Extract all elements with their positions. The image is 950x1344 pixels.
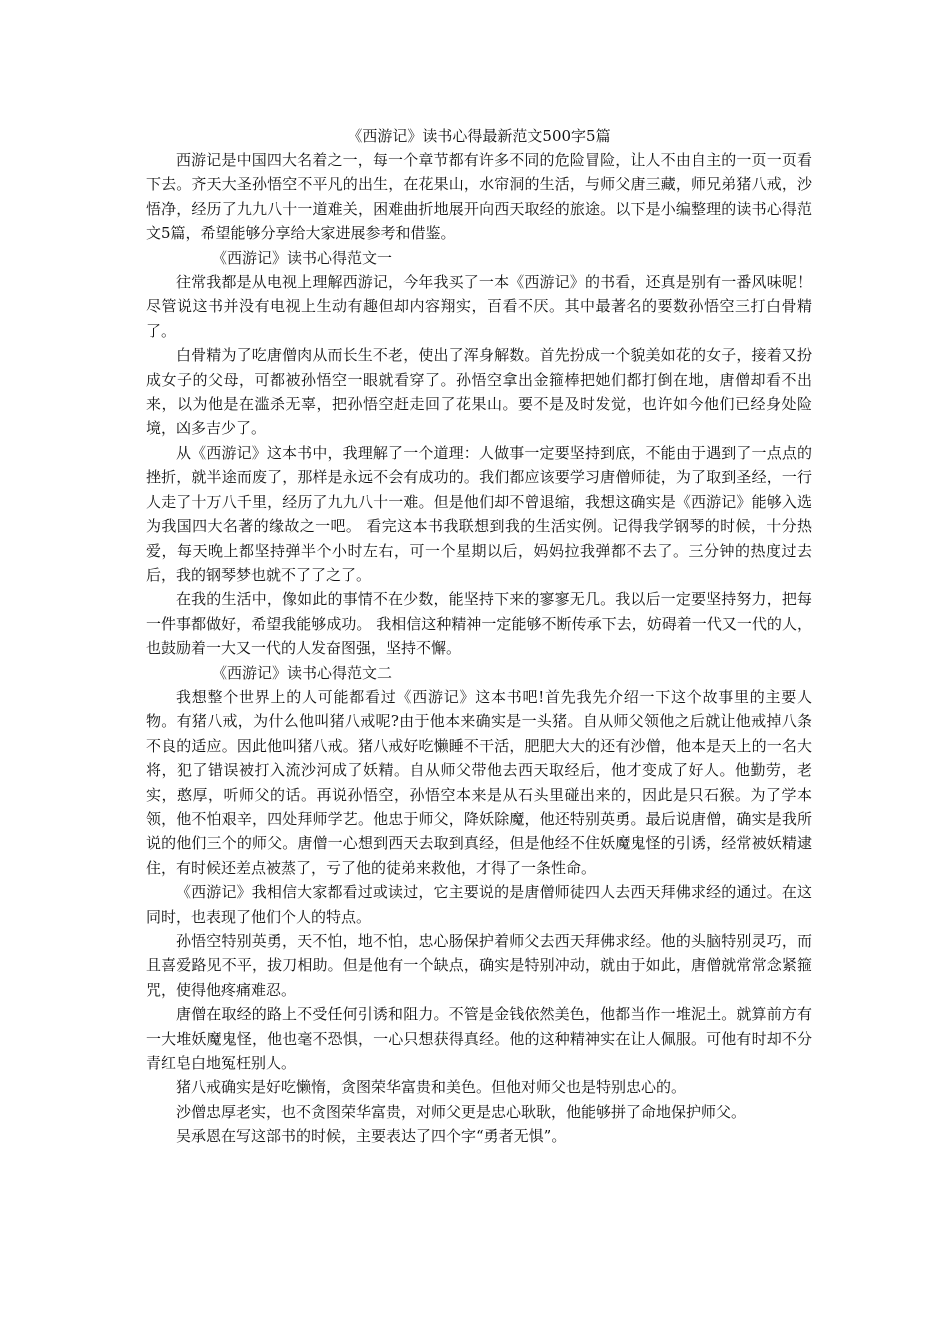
section2-paragraph-3: 孙悟空特别英勇，天不怕，地不怕，忠心肠保护着师父去西天拜佛求经。他的头脑特别灵巧，而且喜爱路见不平，拔刀相助。但是他有一个缺点，确实是特别冲动，就由于如此，唐僧就常常念紧箍咒，使得他疼痛难忍。 [146, 932, 812, 999]
section2-paragraph-7: 吴承恩在写这部书的时候，主要表达了四个字“勇者无惧”。 [176, 1127, 567, 1146]
section2-paragraph-5: 猪八戒确实是好吃懒惰，贪图荣华富贵和美色。但他对师父也是特别忠心的。 [176, 1078, 687, 1097]
intro-paragraph: 西游记是中国四大名着之一，每一个章节都有许多不同的危险冒险，让人不由自主的一页一页看下去。齐天大圣孙悟空不平凡的出生，在花果山，水帘洞的生活，与师父唐三藏，师兄弟猪八戒，沙悟净，经历了九九八十一道难关，困难曲折地展开向西天取经的旅途。以下是小编整理的读书心得范文5篇，希望能够分享给大家进展参考和借鉴。 [146, 151, 812, 243]
section1-paragraph-3: 从《西游记》这本书中，我理解了一个道理：人做事一定要坚持到底，不能由于遇到了一点点的挫折，就半途而废了，那样是永远不会有成功的。我们都应该要学习唐僧师徒，为了取到圣经，一行人走了十万八千里，经历了九九八十一难。但是他们却不曾退缩，我想这确实是《西游记》能够入选为我国四大名著的缘故之一吧。 看完这本书我联想到我的生活实例。记得我学钢琴的时候，十分热爱，每天晚上都坚持弹半个小时左右，可一个星期以后，妈妈拉我弹都不去了。三分钟的热度过去后，我的钢琴梦也就不了了之了。 [146, 443, 812, 584]
section2-paragraph-6: 沙僧忠厚老实，也不贪图荣华富贵，对师父更是忠心耿耿，他能够拼了命地保护师父。 [176, 1102, 747, 1121]
section1-paragraph-1: 往常我都是从电视上理解西游记，今年我买了一本《西游记》的书看，还真是别有一番风味呢！尽管说这书并没有电视上生动有趣但却内容翔实，百看不厌。其中最著名的要数孙悟空三打白骨精了。 [146, 273, 812, 340]
section2-paragraph-2: 《西游记》我相信大家都看过或读过，它主要说的是唐僧师徒四人去西天拜佛求经的通过。在这同时，也表现了他们个人的特点。 [146, 883, 812, 926]
section-heading-1: 《西游记》读书心得范文一 [212, 248, 393, 267]
section-heading-2: 《西游记》读书心得范文二 [212, 663, 393, 682]
document-title: 《西游记》读书心得最新范文500字5篇 [347, 127, 611, 145]
section1-paragraph-2: 白骨精为了吃唐僧肉从而长生不老，使出了浑身解数。首先扮成一个貌美如花的女子，接着又扮成女子的父母，可都被孙悟空一眼就看穿了。孙悟空拿出金箍棒把她们都打倒在地，唐僧却看不出来，以为他是在滥杀无辜，把孙悟空赶走回了花果山。要不是及时发觉，也许如今他们已经身处险境，凶多吉少了。 [146, 346, 812, 438]
document-page [146, 124, 812, 1149]
section1-paragraph-4: 在我的生活中，像如此的事情不在少数，能坚持下来的寥寥无几。我以后一定要坚持努力，把每一件事都做好，希望我能够成功。 我相信这种精神一定能够不断传承下去，妨碍着一代又一代的人，也鼓励着一大又一代的人发奋图强，坚持不懈。 [146, 590, 812, 658]
section2-paragraph-1: 我想整个世界上的人可能都看过《西游记》这本书吧!首先我先介绍一下这个故事里的主要人物。有猪八戒，为什么他叫猪八戒呢?由于他本来确实是一头猪。自从师父领他之后就让他戒掉八条不良的适应。因此他叫猪八戒。猪八戒好吃懒睡不干活，肥肥大大的还有沙僧，他本是天上的一名大将，犯了错误被打入流沙河成了妖精。自从师父带他去西天取经后，他才变成了好人。他勤劳，老实，憨厚，听师父的话。再说孙悟空，孙悟空本来是从石头里碰出来的，因此是只石猴。为了学本领，他不怕艰辛，四处拜师学艺。他忠于师父，降妖除魔，他还特别英勇。最后说唐僧，确实是我所说的他们三个的师父。唐僧一心想到西天去取到真经，但是他经不住妖魔鬼怪的引诱，经常被妖精逮住，有时候还差点被蒸了，亏了他的徒弟来救他，才得了一条性命。 [146, 687, 812, 877]
section2-paragraph-4: 唐僧在取经的路上不受任何引诱和阻力。不管是金钱依然美色，他都当作一堆泥土。就算前方有一大堆妖魔鬼怪，他也毫不恐惧，一心只想获得真经。他的这种精神实在让人佩服。可他有时却不分青红皂白地冤枉别人。 [146, 1005, 812, 1073]
